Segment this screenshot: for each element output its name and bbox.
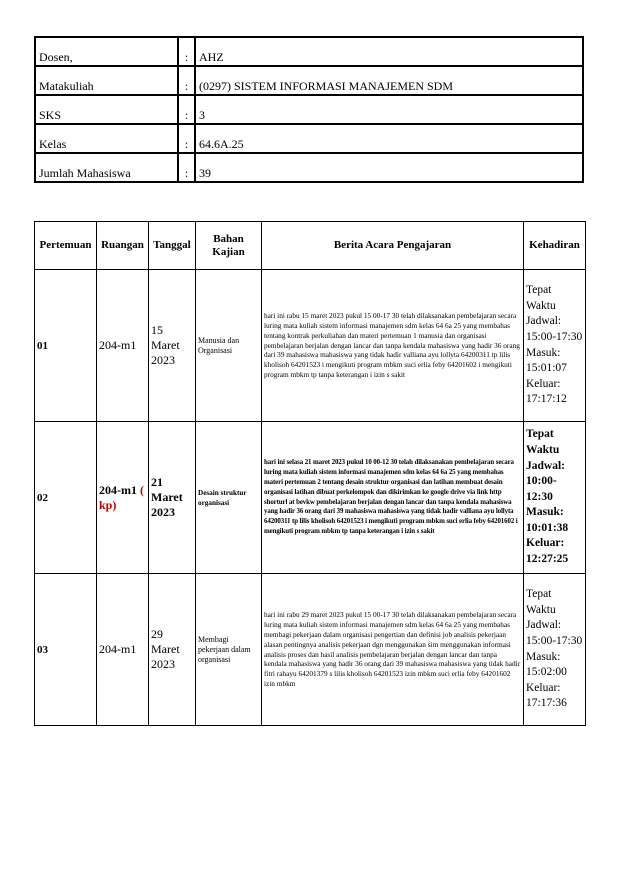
table-row: [35, 574, 586, 726]
attendance-cell: Tepat Waktu Jadwal: 15:00-17:30 Masuk: 15:01:07 Keluar: 17:17:12: [524, 270, 586, 422]
info-value: (0297) SISTEM INFORMASI MANAJEMEN SDM: [195, 66, 583, 95]
info-separator: :: [178, 124, 195, 153]
info-value: 39: [195, 153, 583, 182]
info-separator: :: [178, 66, 195, 95]
date-cell: 29 Maret 2023: [149, 574, 196, 726]
date-cell: 15 Maret 2023: [149, 270, 196, 422]
info-separator: :: [178, 153, 195, 182]
header-date: Tanggal: [149, 222, 196, 270]
info-separator: :: [178, 95, 195, 124]
table-row: [35, 270, 586, 422]
topic-cell: Manusia dan Organisasi: [196, 270, 262, 422]
info-label: Jumlah Mahasiswa: [35, 153, 178, 182]
header-topic: Bahan Kajian: [196, 222, 262, 270]
info-row-course: [35, 66, 583, 95]
info-value: 64.6A.25: [195, 124, 583, 153]
attendance-cell: Tepat Waktu Jadwal: 10:00-12:30 Masuk: 10:01:38 Keluar: 12:27:25: [524, 422, 586, 574]
info-row-lecturer: [35, 37, 583, 66]
header-meeting: Pertemuan: [35, 222, 97, 270]
info-value: AHZ: [195, 37, 583, 66]
info-label: SKS: [35, 95, 178, 124]
room-cell: [97, 574, 149, 726]
info-row-credits: [35, 95, 583, 124]
report-cell: hari ini rabu 15 maret 2023 pukul 15 00-17 30 telah dilaksanakan pembelajaran secara luring mata kuliah sistem informasi manajemen sdm kelas 64 6a 25 yang membahas tentang kontrak perkuliahan dan materi pertemuan 1 manusia dan organisasi pembelajaran berjalan dengan lancar dan tanpa kendala mahasiswa yang hadir 36 orang dari 39 mahasiswa mahasiswa yang tidak hadir valliana ayu lollyta 64200311 tp lilis kholisoh 64201523 i mengikuti program mbkm suci erlia feby 64201602 i mengikuti program mbkm tp tanpa keterangan i izin s sakit: [262, 270, 524, 422]
attendance-cell: Tepat Waktu Jadwal: 15:00-17:30 Masuk: 15:02:00 Keluar: 17:17:36: [524, 574, 586, 726]
info-row-students: [35, 153, 583, 182]
report-cell: hari ini rabu 29 maret 2023 pukul 15 00-17 30 telah dilaksanakan pembelajaran secara luring mata kuliah sistem informasi manajemen sdm kelas 64 6a 25 yang membahas membagi pekerjaan dalam organisasi pengertian dan definisi job analisis pekerjaan alasan pentingnya analisis pekerjaan dgn menggunakan sim menggunakan informasi analisis proses dan hasil analisis pembelajaran berjalan dengan lancar dan tanpa kendala mahasiswa yang hadir 36 orang dari 39 mahasiswa mahasiswa yang tidak hadir fitri rahayu 64201379 s lilis kholisoh 64201523 izin mbkm suci erlia feby 64201602 izin mbkm: [262, 574, 524, 726]
topic-cell: Desain struktur organisasi: [196, 422, 262, 574]
room-cell: [97, 270, 149, 422]
info-label: Dosen,: [35, 37, 178, 66]
room-cell: [97, 422, 149, 574]
meeting-number: 02: [35, 422, 97, 574]
meeting-number: 03: [35, 574, 97, 726]
header-report: Berita Acara Pengajaran: [262, 222, 524, 270]
header-attendance: Kehadiran: [524, 222, 586, 270]
report-cell: hari ini selasa 21 maret 2023 pukul 10 00-12 30 telah dilaksanakan pembelajaran secara luring mata kuliah sistem informasi manajemen sdm kelas 64 6a 25 yang membahas materi pertemuan 2 tentang desain struktur organisasi dan latihan membuat desain organisasi latihan dibuat perkelompok dan dikirimkan ke google drive via link http shorturl at bevkw pembelajaran berjalan dengan lancar dan tanpa kendala mahasiswa yang hadir 36 orang dari 39 mahasiswa mahasiswa yang tidak hadir valliana ayu lollyta 64200311 tp lilis kholisoh 64201523 i mengikuti program mbkm suci erlia feby 64201602 i mengikuti program mbkm tp tanpa keterangan i izin s sakit: [262, 422, 524, 574]
date-cell: 21 Maret 2023: [149, 422, 196, 574]
table-row: [35, 422, 586, 574]
course-info-table: [34, 36, 584, 183]
room-code: 204-m1: [99, 642, 137, 656]
room-code: 204-m1: [99, 338, 137, 352]
info-label: Kelas: [35, 124, 178, 153]
room-code: 204-m1: [99, 482, 137, 497]
info-separator: :: [178, 37, 195, 66]
header-room: Ruangan: [97, 222, 149, 270]
table-header-row: [35, 222, 586, 270]
topic-cell: Membagi pekerjaan dalam organisasi: [196, 574, 262, 726]
room-note: ( kp): [99, 482, 144, 512]
info-row-class: [35, 124, 583, 153]
info-value: 3: [195, 95, 583, 124]
lecture-report-table: [34, 221, 586, 726]
meeting-number: 01: [35, 270, 97, 422]
info-label: Matakuliah: [35, 66, 178, 95]
